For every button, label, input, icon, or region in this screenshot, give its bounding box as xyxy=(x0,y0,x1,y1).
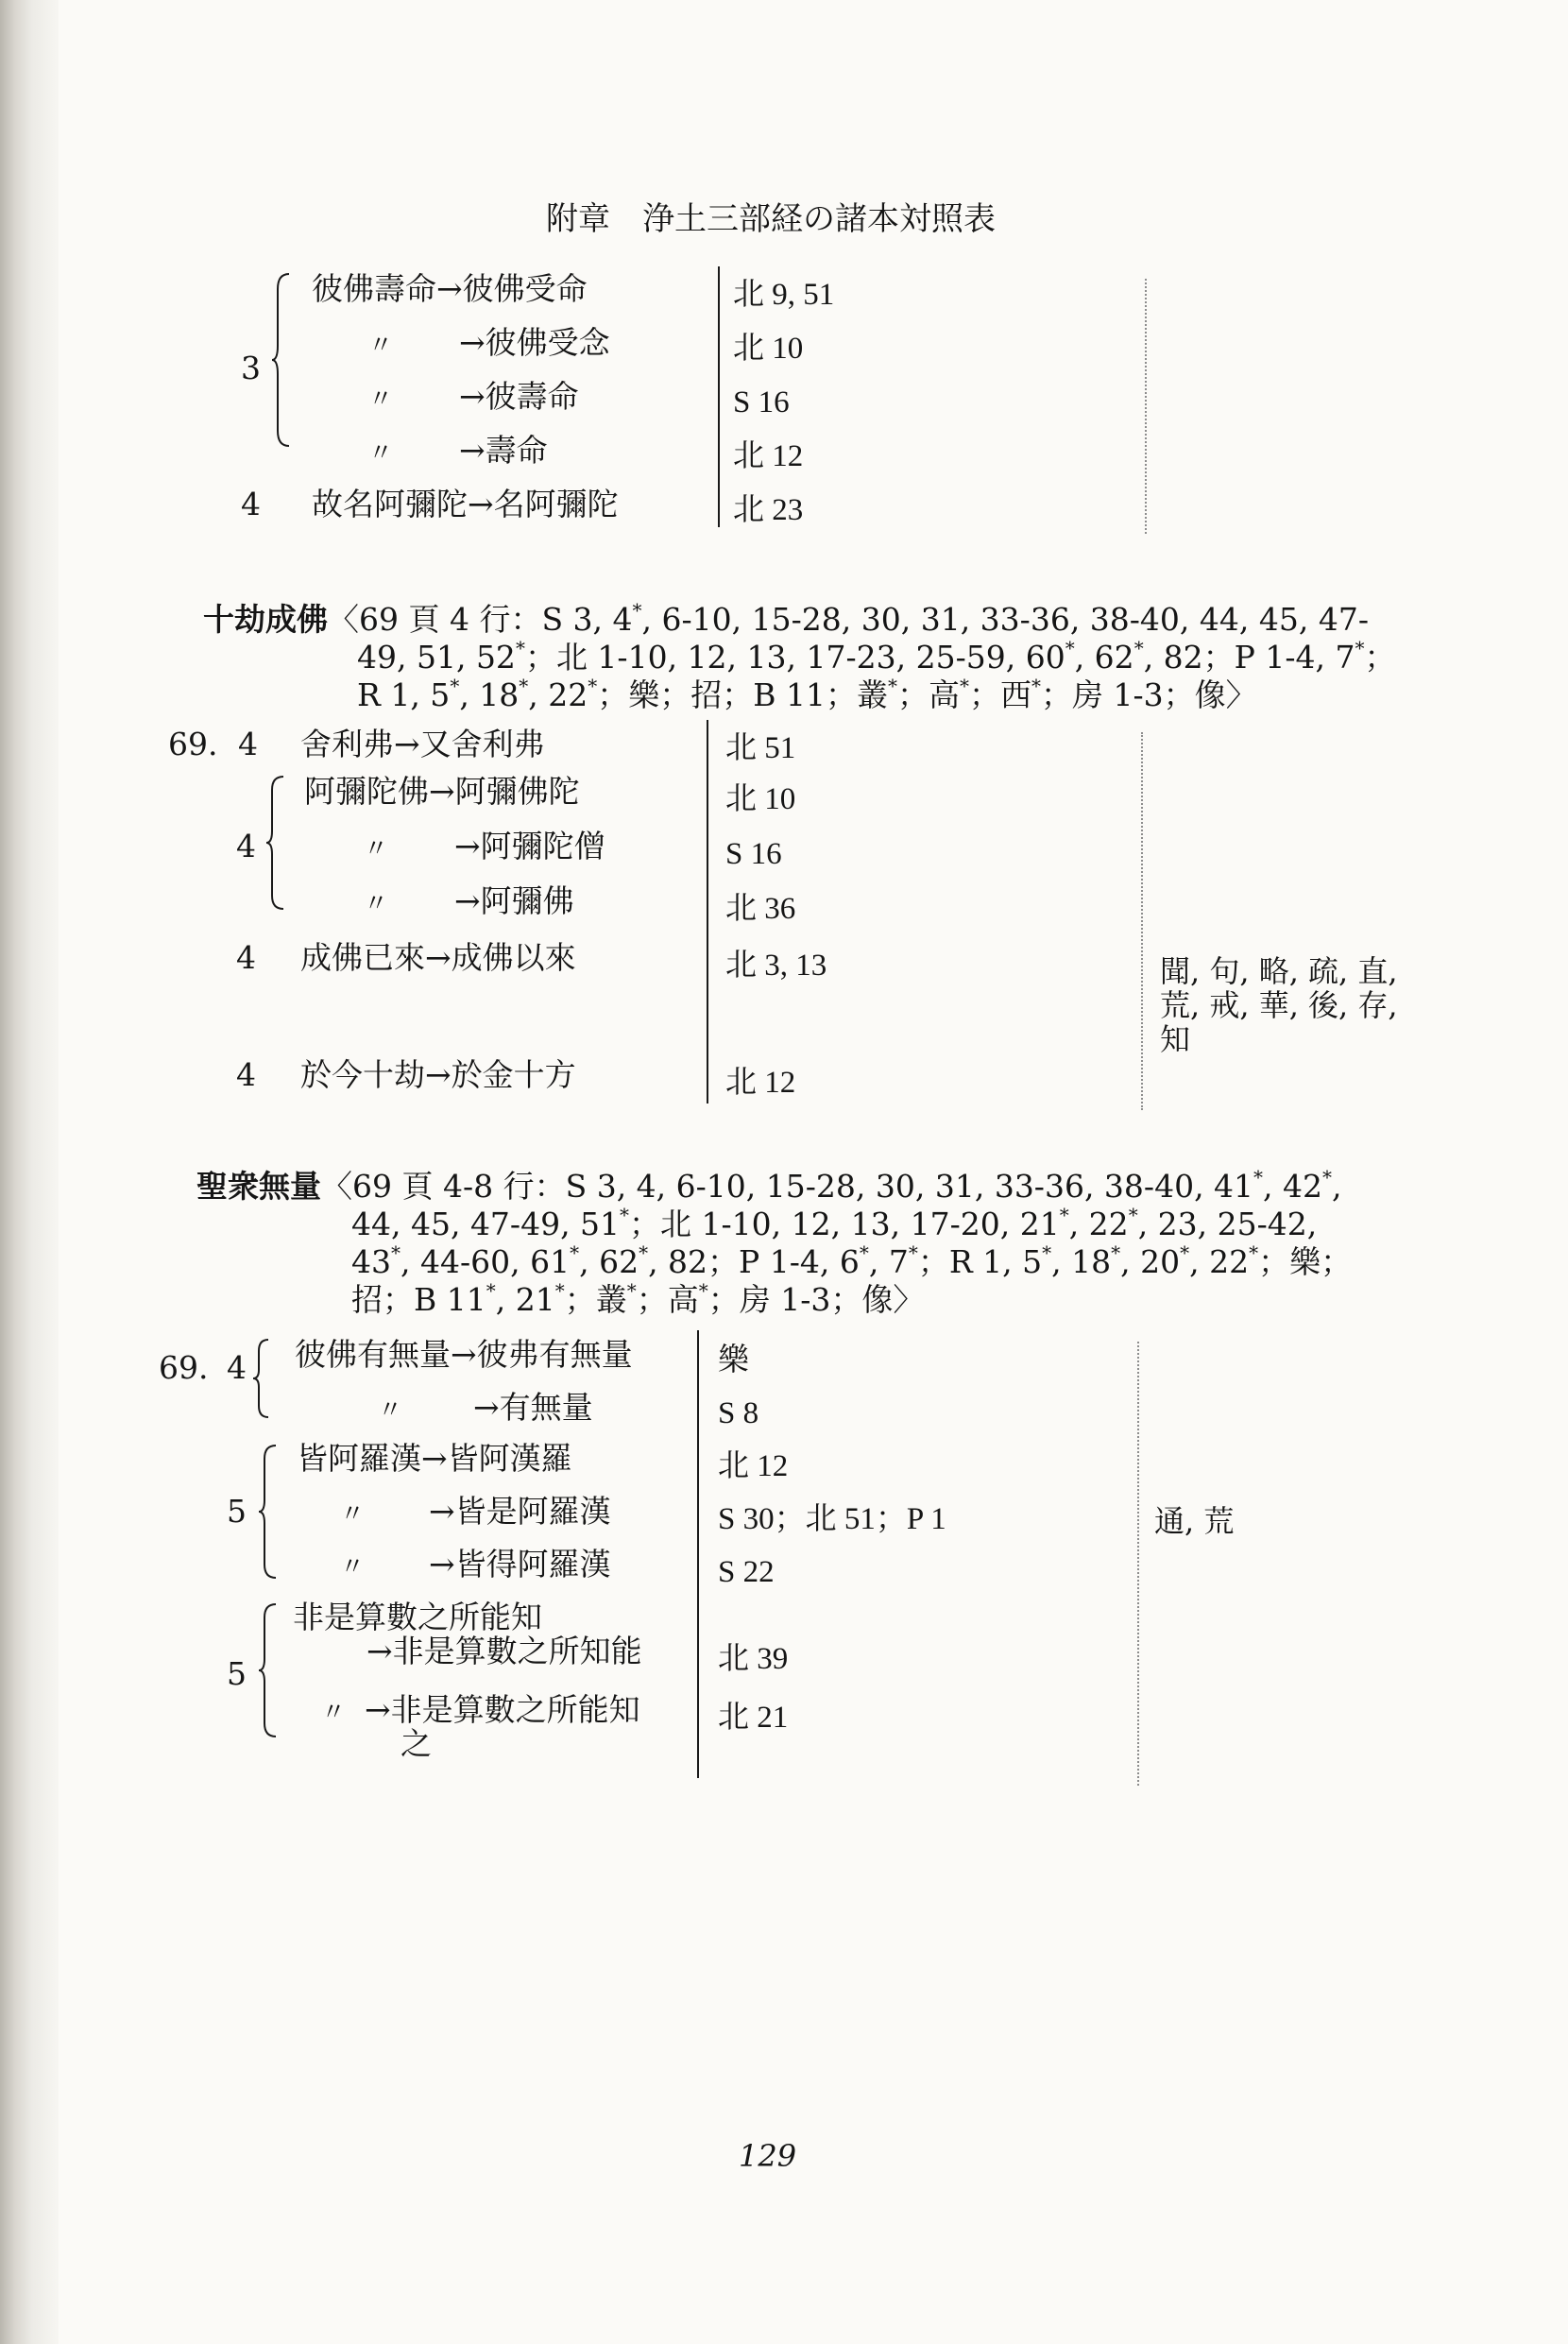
variant-text: 阿彌佛 xyxy=(480,882,574,919)
asterisk-mark: * xyxy=(515,637,525,659)
variant-row xyxy=(295,1336,633,1374)
variant-row xyxy=(368,378,579,419)
reference-list: 49, 51, 52*；北 1-10, 12, 13, 17-23, 25-59, 60*, 62*, 82；P 1-4, 7*； xyxy=(357,637,1396,676)
variant-row xyxy=(321,1691,640,1732)
source-list: 樂 xyxy=(718,1343,749,1377)
variant-text: 彼壽命 xyxy=(485,378,579,415)
line-number: 3 xyxy=(241,350,261,386)
source-list: 北 9, 51 xyxy=(733,278,835,312)
arrow-icon: → xyxy=(459,324,486,361)
variant-row xyxy=(340,1546,611,1586)
asterisk-mark: * xyxy=(1355,637,1365,659)
page-label: 69. xyxy=(168,726,218,762)
ditto-mark: 〃 xyxy=(364,890,389,918)
note-line: 知 xyxy=(1160,1021,1191,1057)
base-text: 舍利弗 xyxy=(300,726,394,762)
asterisk-mark: * xyxy=(486,1279,496,1302)
variant-text: 彼弗有無量 xyxy=(476,1336,633,1373)
variant-text: 彼佛受命 xyxy=(462,270,588,307)
variant-row xyxy=(297,1440,572,1478)
asterisk-mark: * xyxy=(1133,637,1144,659)
arrow-icon: → xyxy=(454,882,481,919)
asterisk-mark: * xyxy=(859,1241,869,1264)
asterisk-mark: * xyxy=(1322,1166,1333,1189)
column-rule xyxy=(718,266,720,527)
line-number: 5 xyxy=(227,1493,247,1530)
arrow-icon: → xyxy=(436,270,463,307)
page-number: 129 xyxy=(739,2138,797,2174)
asterisk-mark: * xyxy=(1031,675,1042,697)
variant-text: 又舍利弗 xyxy=(419,726,545,762)
column-rule xyxy=(697,1330,699,1778)
asterisk-mark: * xyxy=(391,1241,401,1264)
variant-row xyxy=(300,939,576,977)
source-list: S 16 xyxy=(725,837,782,871)
arrow-icon: → xyxy=(429,1493,455,1530)
scan-spine-shadow xyxy=(0,0,59,2344)
reference-list: 招；B 11*, 21*；叢*；高*；房 1-3；像〉 xyxy=(351,1279,925,1318)
section-heading: 十劫成佛 xyxy=(203,601,328,638)
ditto-mark: 〃 xyxy=(340,1500,366,1529)
source-list: 北 39 xyxy=(718,1642,789,1676)
source-list: S 8 xyxy=(718,1396,759,1430)
variant-row xyxy=(312,486,619,523)
arrow-icon: → xyxy=(459,378,486,415)
ditto-mark: 〃 xyxy=(321,1699,347,1727)
base-text: 彼佛壽命 xyxy=(312,270,436,307)
asterisk-mark: * xyxy=(960,675,970,697)
arrow-icon: → xyxy=(468,486,494,522)
variant-row xyxy=(300,1056,576,1094)
asterisk-mark: * xyxy=(698,1279,708,1302)
variant-row xyxy=(368,324,610,365)
asterisk-mark: * xyxy=(908,1241,918,1264)
variant-row xyxy=(378,1389,593,1429)
ditto-mark: 〃 xyxy=(368,332,394,360)
column-rule xyxy=(707,720,708,1104)
arrow-icon: → xyxy=(365,1691,391,1728)
section-heading: 聖衆無量 xyxy=(196,1168,321,1205)
arrow-icon: → xyxy=(429,1546,455,1583)
source-list: 北 12 xyxy=(725,1066,796,1100)
arrow-icon: → xyxy=(473,1389,500,1426)
source-list: 北 10 xyxy=(725,782,796,816)
notes-rule xyxy=(1137,1342,1139,1786)
section-heading-line xyxy=(203,601,1369,639)
line-number: 4 xyxy=(238,726,258,762)
asterisk-mark: * xyxy=(1059,1204,1069,1226)
source-list: 北 21 xyxy=(718,1701,789,1735)
source-list: S 22 xyxy=(718,1555,775,1589)
variant-row xyxy=(304,773,580,811)
asterisk-mark: * xyxy=(626,1279,637,1302)
variant-row xyxy=(340,1493,611,1533)
variant-row xyxy=(368,432,548,472)
line-number: 4 xyxy=(236,1056,256,1093)
line-number: 5 xyxy=(227,1655,247,1692)
arrow-icon: → xyxy=(451,1336,477,1373)
asterisk-mark: * xyxy=(632,599,642,622)
variant-text: 阿彌佛陀 xyxy=(454,773,580,810)
asterisk-mark: * xyxy=(1253,1166,1264,1189)
asterisk-mark: * xyxy=(588,675,598,697)
base-text: 非是算數之所能知 xyxy=(293,1599,542,1635)
variant-text: 非是算數之所知能 xyxy=(392,1633,642,1669)
page-label: 69. xyxy=(159,1349,209,1386)
asterisk-mark: * xyxy=(888,675,898,697)
source-list: S 30；北 51；P 1 xyxy=(718,1502,946,1536)
variant-text: 皆得阿羅漢 xyxy=(454,1546,611,1583)
variant-text: 名阿彌陀 xyxy=(493,486,619,522)
base-text: 阿彌陀佛 xyxy=(304,773,429,810)
asterisk-mark: * xyxy=(620,1204,630,1226)
arrow-icon: → xyxy=(454,828,481,864)
variant-text: 於金十方 xyxy=(451,1056,576,1093)
variant-text: 非是算數之所能知 xyxy=(390,1691,640,1728)
variant-text: 皆阿漢羅 xyxy=(447,1440,572,1477)
ditto-mark: 〃 xyxy=(368,439,394,468)
line-number: 4 xyxy=(241,486,261,522)
asterisk-mark: * xyxy=(639,1241,649,1264)
line-number: 4 xyxy=(236,939,256,976)
source-list: 北 36 xyxy=(725,892,796,926)
running-head: 附章 浄土三部経の諸本対照表 xyxy=(546,200,996,238)
base-text: 成佛已來 xyxy=(300,939,425,976)
ditto-mark: 〃 xyxy=(368,385,394,414)
arrow-icon: → xyxy=(421,1440,448,1477)
note-line: 荒, 戒, 華, 後, 存, xyxy=(1160,987,1398,1023)
variant-row xyxy=(364,828,605,868)
asterisk-mark: * xyxy=(1065,637,1075,659)
reference-list: 〈69 頁 4 行：S 3, 4*, 6-10, 15-28, 30, 31, 33-36, 38-40, 44, 45, 47- xyxy=(328,599,1369,638)
asterisk-mark: * xyxy=(1111,1241,1121,1264)
reference-list: 43*, 44-60, 61*, 62*, 82；P 1-4, 6*, 7*；R 1, 5*, 18*, 20*, 22*；樂； xyxy=(351,1241,1353,1280)
reference-list: 44, 45, 47-49, 51*；北 1-10, 12, 13, 17-20, 21*, 22*, 23, 25-42, xyxy=(351,1204,1318,1242)
asterisk-mark: * xyxy=(1180,1241,1190,1264)
asterisk-mark: * xyxy=(519,675,529,697)
variant-row xyxy=(300,726,545,763)
line-number: 4 xyxy=(236,828,256,864)
notes-rule xyxy=(1141,732,1143,1110)
notes-rule xyxy=(1145,279,1147,534)
variant-row xyxy=(364,882,574,923)
arrow-icon: → xyxy=(459,432,486,469)
variant-text: 有無量 xyxy=(499,1389,593,1426)
asterisk-mark: * xyxy=(1249,1241,1259,1264)
arrow-icon: → xyxy=(366,1633,393,1669)
source-list: 北 3, 13 xyxy=(725,949,827,983)
line-number: 4 xyxy=(227,1349,247,1386)
base-text: 於今十劫 xyxy=(300,1056,425,1093)
brace-block1 xyxy=(270,270,293,450)
variant-row xyxy=(312,270,588,308)
variant-text-continued: 之 xyxy=(401,1725,432,1762)
source-list: 北 23 xyxy=(733,493,804,527)
arrow-icon: → xyxy=(425,939,452,976)
brace-section2 xyxy=(264,773,287,913)
arrow-icon: → xyxy=(394,726,420,762)
variant-row xyxy=(366,1633,642,1670)
source-list: 北 10 xyxy=(733,332,804,366)
brace-section3-c xyxy=(257,1600,280,1740)
variant-text: 成佛以來 xyxy=(451,939,576,976)
commentary-notes xyxy=(1160,954,1398,1056)
commentary-notes: 通, 荒 xyxy=(1154,1503,1235,1539)
source-list: 北 12 xyxy=(733,439,804,473)
arrow-icon: → xyxy=(429,773,455,810)
variant-text: 皆是阿羅漢 xyxy=(454,1493,611,1530)
asterisk-mark: * xyxy=(1128,1204,1138,1226)
variant-text: 彼佛受念 xyxy=(485,324,610,361)
ditto-mark: 〃 xyxy=(364,835,389,864)
ditto-mark: 〃 xyxy=(378,1396,403,1425)
arrow-icon: → xyxy=(425,1056,452,1093)
variant-text: 阿彌陀僧 xyxy=(480,828,605,864)
base-text: 故名阿彌陀 xyxy=(312,486,468,522)
source-list: 北 12 xyxy=(718,1449,789,1483)
brace-section3-b xyxy=(257,1442,280,1582)
ditto-mark: 〃 xyxy=(340,1553,366,1582)
asterisk-mark: * xyxy=(450,675,460,697)
brace-section3-a xyxy=(251,1336,272,1421)
note-line: 聞, 句, 略, 疏, 直, xyxy=(1160,953,1398,989)
source-list: S 16 xyxy=(733,385,790,419)
base-text: 皆阿羅漢 xyxy=(297,1440,421,1477)
asterisk-mark: * xyxy=(570,1241,580,1264)
base-text: 彼佛有無量 xyxy=(295,1336,451,1373)
source-list: 北 51 xyxy=(725,731,796,765)
reference-list: 〈69 頁 4-8 行：S 3, 4, 6-10, 15-28, 30, 31, 33-36, 38-40, 41*, 42*, xyxy=(321,1166,1342,1205)
section-heading-line xyxy=(196,1168,1342,1206)
reference-list: R 1, 5*, 18*, 22*；樂；招；B 11；叢*；高*；西*；房 1-3；像〉 xyxy=(357,675,1257,713)
variant-text: 壽命 xyxy=(485,432,548,469)
asterisk-mark: * xyxy=(554,1279,565,1302)
asterisk-mark: * xyxy=(1042,1241,1052,1264)
